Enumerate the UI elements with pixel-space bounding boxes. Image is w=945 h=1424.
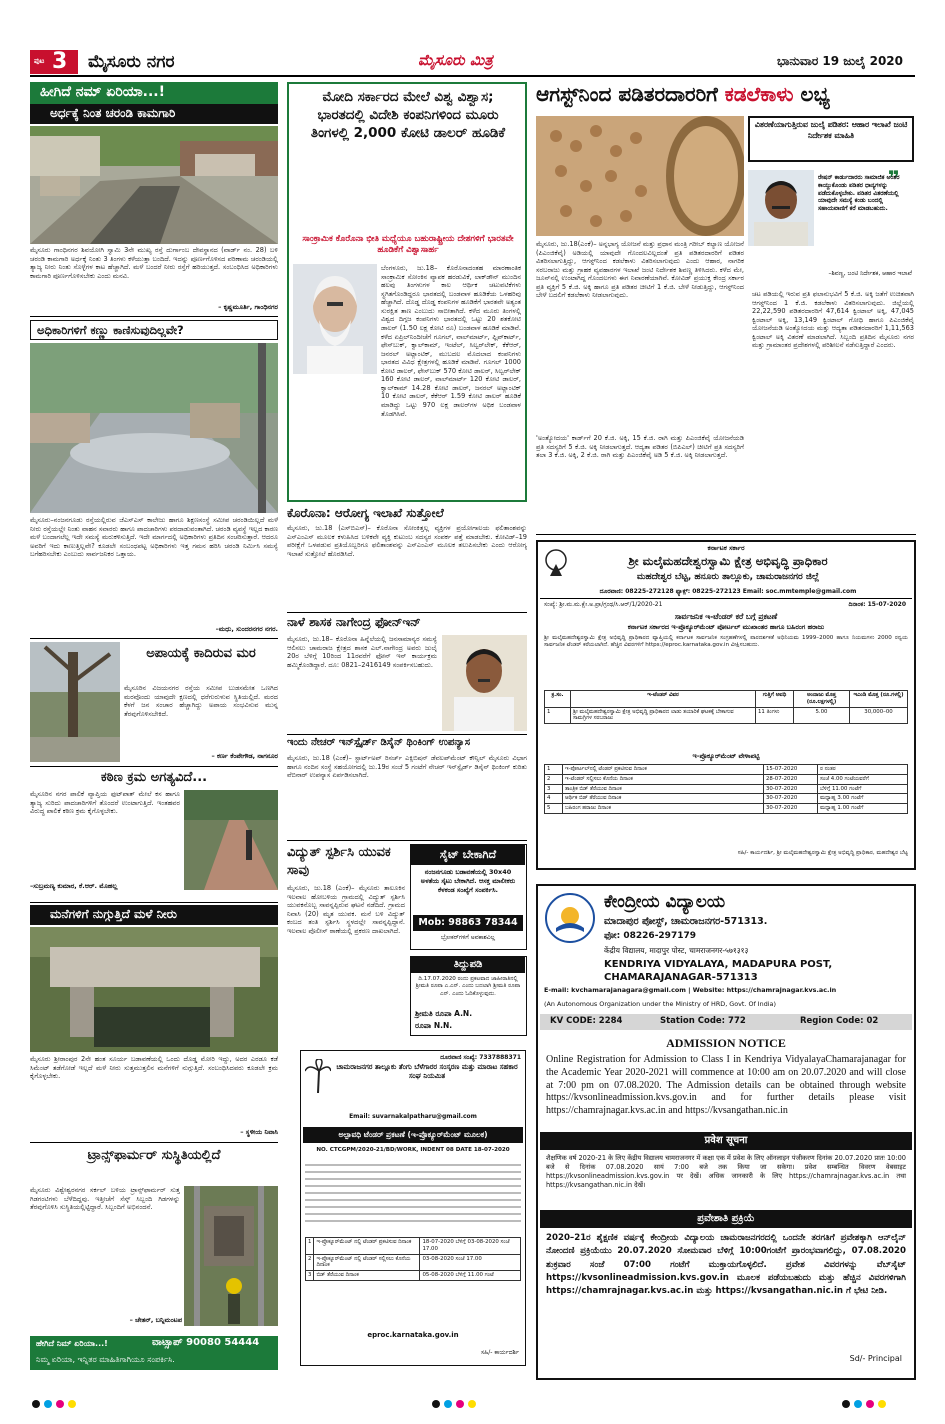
headline-post: ಲಭ್ಯ [800,82,830,106]
story3-body: ಮೈಸೂರಿನ ವಿಜಯನಗರ ರಸ್ತೆಯ ಸಮೀಪ ಬುಡಸಮೇತ ಒಣಗಿದ ಮರವೊಂದು ಯಾವುದೇ ಕ್ಷಣದಲ್ಲಿ ಧರೆಗುರುಳುವ ಸ್ಥಿತಿಯಲ್ಲಿದೆ. ಮರದ ಕೆಳಗೆ ಜನ ಸಂಚಾರ ಹೆಚ್ಚಾಗಿದ್ದು ಅಪಾಯ ಸಂಭವಿಸುವ ಮುನ್ನ ತೆರವುಗೊಳಿಸಬೇಕಿದೆ. [124,684,278,718]
kv-admission-notice [536,884,916,1380]
left-banner-title: ಹೀಗಿದೆ ನಮ್ ಏರಿಯಾ...! [40,84,165,100]
shivanna-photo [748,170,814,246]
table-row: 1 ಇ-ಪೋರ್ಟಲ್‌ನಲ್ಲಿ ಟೆಂಡರ್ ಪ್ರಕಟಿಸುವ ದಿನಾಂಕ 15-07-2020 ರ ನಂತರ [545,765,908,775]
print-registration-dots-mid [430,1400,478,1411]
side-info-box [748,116,914,162]
tender-ad [300,1050,526,1366]
site-phone: Mob: 98863 78344 [413,915,523,931]
right-headline [536,82,916,110]
kv-sign: Sd/- Principal [849,1354,902,1363]
notice1-ref: ಸಂಖ್ಯೆ: ಶ್ರೀ.ಮ.ಮ.ಕ್ಷೇ.ಅ.ಪ್ರಾ/ಗ್ರಂಥ/ಸಿ.ಆರ್/1/2020-21 [544,601,663,608]
divider-nature [287,840,527,841]
notice1-title: ಶ್ರೀ ಮಲೈಮಹದೇಶ್ವರಸ್ವಾಮಿ ಕ್ಷೇತ್ರ ಅಭಿವೃದ್ಧಿ ಪ್ರಾಧಿಕಾರ [628,554,828,568]
divider-s3 [30,766,278,767]
modi-title: ಮೋದಿ ಸರ್ಕಾರದ ಮೇಲೆ ವಿಶ್ವ ವಿಶ್ವಾಸ; ಭಾರತದಲ್ಲಿ ವಿದೇಶಿ ಕಂಪನಿಗಳಿಂದ ಮೂರು ತಿಂಗಳಲ್ಲಿ 2,000 ಕೋಟಿ ಡಾಲರ್ ಹೂಡಿಕೆ [310,89,506,142]
shasaka-title: ನಾಳೆ ಶಾಸಕ ನಾಗೇಂದ್ರ ಫೋನ್‌ಇನ್ [287,615,421,629]
tender-ref: NO. CTCGPM/2020-21/BD/WORK, INDENT 08 DATE 18-07-2020 [316,1147,510,1153]
modi-photo [293,264,377,374]
nature-body: ಮೈಸೂರು, ಜು.18 (ಎಂಕೆ)– ಸ್ಟಾರ್ಟ್‌ಅಪ್ ರಿಸರ್ಚ್ ಎಕ್ಸಿಬಿಷನ್ ಡೆವಲಪ್‌ಮೆಂಟ್ ಕೌನ್ಸಿಲ್ ಮೈಸೂರು ವಿಭಾಗ ಹಾಗೂ ನಂದಿನ ಸಂಸ್ಥೆ ಸಹಯೋಗದಲ್ಲಿ ಜು.19ರ ಸಂಜೆ 5 ಗಂಟೆಗೆ ನೇಚರ್ ಇನ್‌ಸ್ಪೈರ್ಡ್ ಡಿಸೈನ್ ಥಿಂಕಿಂಗ್ ಕುರಿತು ವೆಬಿನಾರ್ ಉಪನ್ಯಾಸ ಏರ್ಪಡಿಸಲಾಗಿದೆ. [287,754,527,780]
footer-note2: ವಾಟ್ಸಾಪ್ 90080 54444 [152,1337,260,1348]
divider-s2 [30,638,278,639]
divider-s5 [30,1142,278,1143]
modi-story-box [287,82,527,502]
page-number: 3 [52,49,68,74]
story3-credit: – ಕರ್ಣ ಕೆಂಪೇಗೌಡ, ನಾಗನೂರ [211,752,278,760]
story1-credit: – ಕೃಷ್ಣಮೂರ್ತಿ, ಗಾಂಧಿನಗರ [218,303,278,311]
print-registration-dots-right [840,1400,888,1411]
page-label: ಪುಟ [34,57,45,65]
modi-body: ಬೆಂಗಳೂರು, ಜು.18– ಕೊರೊನಾದಂತಹ ಮಾರಣಾಂತಿಕ ಸಾಂಕ್ರಾಮಿಕ ಸೋಂಕಿನ ವ್ಯಾಪಕ ಹರಡುವಿಕೆ, ಲಾಕ್‌ಡೌನ್ ಮುಂದಿನ ಹಲವು ತಿಂಗಳುಗಳ ಕಾಲ ಆರ್ಥಿಕ ಚಟುವಟಿಕೆಗಳು ಸ್ಥಗಿತಗೊಂಡಿದ್ದರೂ ಭಾರತದಲ್ಲಿ ಬಂಡವಾಳ ಹೂಡಿಕೆಯ ಒಳಹರಿವು ಹೆಚ್ಚಾಗಿದೆ. ದೊಡ್ಡ ದೊಡ್ಡ ಕಂಪನಿಗಳ ಹೂಡಿಕೆಗೆ ಭಾರತವೇ ಅತ್ಯಂತ ಸುರಕ್ಷಿತ ತಾಣ ಎಂಬುದು ಸಾಬೀತಾಗಿದೆ. ಕಳೆದ ಮೂರು ತಿಂಗಳಲ್ಲಿ ವಿಶ್ವದ ದಿಗ್ಗಜ ಕಂಪನಿಗಳು ಭಾರತದಲ್ಲಿ ಒಟ್ಟು 20 ಶತಕೋಟಿ ಡಾಲರ್ (1.50 ಲಕ್ಷ ಕೋಟಿ ರೂ) ಬಂಡವಾಳ ಹೂಡಿಕೆ ಮಾಡಿವೆ. ಕಳೆದ ಏಪ್ರಿಲ್‌ನಿಂದೀಚೆಗೆ ಗೂಗಲ್, ವಾಲ್‌ಮಾರ್ಟ್, ಫ್ಲಿಪ್‌ಕಾರ್ಟ್, ಫೇಸ್‌ಬುಕ್, ಕ್ವಾಲ್‌ಕಾಮ್, ಇಂಟೆಲ್, ಸಿಲ್ವರ್‌ಲೇಕ್, ಕೆಕೆಆರ್, ಜನರಲ್ ಅಟ್ಲಾಂಟಿಕ್, ಮುಬದಲ ಮೊದಲಾದ ಕಂಪನಿಗಳು ಭಾರತದ ವಿವಿಧ ಕ್ಷೇತ್ರಗಳಲ್ಲಿ ಹೂಡಿಕೆ ಮಾಡಿವೆ. ಗೂಗಲ್ 1000 ಕೋಟಿ ಡಾಲರ್, ಫೇಸ್‌ಬುಕ್ 570 ಕೋಟಿ ಡಾಲರ್, ಸಿಲ್ವರ್‌ಲೇಕ್ 160 ಕೋಟಿ ಡಾಲರ್, ವಾಲ್‌ಮಾರ್ಟ್ 120 ಕೋಟಿ ಡಾಲರ್, ಕ್ವಾಲ್‌ಕಾಮ್ 14.28 ಕೋಟಿ ಡಾಲರ್, ಜನರಲ್ ಅಟ್ಲಾಂಟಿಕ್ 10 ಕೋಟಿ ಡಾಲರ್, ಕೆಕೆಆರ್ 1.59 ಕೋಟಿ ಡಾಲರ್ ಹೂಡಿಕೆ ಮಾಡಿದ್ದು ಒಟ್ಟು 970 ಲಕ್ಷ ಡಾಲರ್‌ಗಳ ಅಧಿಕ ಬಂಡವಾಳ ತೊಡಗಿಸಿವೆ. [381,264,521,418]
dot-icon [468,1400,476,1408]
vidyut-body: ಮೈಸೂರು, ಜು.18 (ಎಂಕೆ)– ಮೈಸೂರು ತಾಲೂಕಿನ ಇಲವಾಲ ಹೋಬಳಿಯ ಗ್ರಾಮದಲ್ಲಿ ವಿದ್ಯುತ್ ಸ್ಪರ್ಶಿಸಿ ಯುವಕನೊಬ್ಬ ಸಾವನ್ನಪ್ಪಿರುವ ಘಟನೆ ನಡೆದಿದೆ. ಗ್ರಾಮದ ನಿವಾಸಿ (20) ಮೃತ ಯುವಕ. ಮನೆ ಬಳಿ ವಿದ್ಯುತ್ ಕಂಬದ ತಂತಿ ಸ್ಪರ್ಶಿಸಿ ಸ್ಥಳದಲ್ಲೇ ಸಾವನ್ನಪ್ಪಿದ್ದಾನೆ. ಇಲವಾಲ ಪೊಲೀಸ್ ಠಾಣೆಯಲ್ಲಿ ಪ್ರಕರಣ ದಾಖಲಾಗಿದೆ. [287,884,405,935]
table-row: 5 ಬಹಿರಂಗ ಹರಾಜು ದಿನಾಂಕ 30-07-2020 ಮಧ್ಯಾಹ್ನ 1.00 ಗಂಟೆಗೆ [545,804,908,814]
waterlogged-road-photo [30,343,278,513]
notice1-schedule-title: ಇ-ಪ್ರೊಕ್ಯೂರ್‌ಮೆಂಟ್ ವೇಳಾಪಟ್ಟಿ [692,752,760,760]
story2-body: ಮೈಸೂರು–ನಂಜನಗೂಡು ರಸ್ತೆಯಲ್ಲಿರುವ ಜೆಎಸ್‌ಎಸ್ ಕಾಲೇಜು ಹಾಗೂ ಶಿಕ್ಷಣಸಂಸ್ಥೆ ಸಮೀಪ ಚರಂಡಿಯಿಲ್ಲದೆ ಮಳೆ ನೀರು ರಸ್ತೆಯಲ್ಲೇ ನಿಂತು ವಾಹನ ಸವಾರರು ಹಾಗೂ ಪಾದಚಾರಿಗಳು ಪರದಾಡುವಂತಾಗಿದೆ. ಚರಂಡಿ ವ್ಯವಸ್ಥೆ ಇಲ್ಲದ ಕಾರಣ ಮಳೆ ಬಂದಾಗಲೆಲ್ಲ ಇದೇ ಸಮಸ್ಯೆ ಮರುಕಳಿಸುತ್ತಿದೆ. ಇದೇ ಮಾರ್ಗದಲ್ಲಿ ಅಧಿಕಾರಿಗಳು ಪ್ರತಿದಿನ ಸಂಚರಿಸುತ್ತಾರೆ. ಆದರೂ ಅವರಿಗೆ ಇದು ಕಾಣುತ್ತಿಲ್ಲವೇ? ಕೂಡಲೇ ಸಂಬಂಧಪಟ್ಟ ಅಧಿಕಾರಿಗಳು ಇತ್ತ ಗಮನ ಹರಿಸಿ ಚರಂಡಿ ನಿರ್ಮಿಸಿ ಸಮಸ್ಯೆ ಬಗೆಹರಿಸಬೇಕು ಎಂಬುದು ಸಾರ್ವಜನಿಕರ ಒತ್ತಾಯ. [30,516,278,559]
dot-icon [432,1400,440,1408]
quote-box [748,166,914,284]
story4-credit: –ಸುಬ್ರಮಣ್ಯ ಕುಮಾರ, ಕೆ.ಆರ್. ಮೊಹಲ್ಲ [30,882,118,890]
kv-hindi-title: प्रवेश सूचना [540,1132,912,1150]
divider-s4 [30,902,278,903]
date: ಭಾನುವಾರ 19 ಜುಲೈ 2020 [777,54,903,68]
kv-title-en: KENDRIYA VIDYALAYA, MADAPURA POST, CHAMARAJANAGAR-571313 [604,959,833,983]
story2-title-box [30,320,278,340]
tiddu-name2: ರೂಪಾ N.N. [415,1021,453,1030]
tender-sign: ಸಹಿ/- ಕಾರ್ಯದರ್ಶಿ [480,1349,519,1356]
shasaka-body: ಮೈಸೂರು, ಜು.18– ಕೊರೊನಾ ಹಿನ್ನೆಲೆಯಲ್ಲಿ ಜನಸಾಮಾನ್ಯರ ಸಮಸ್ಯೆ ಆಲಿಸಲು ಚಾಮರಾಜ ಕ್ಷೇತ್ರದ ಶಾಸಕ ಎಲ್.ನಾಗೇಂದ್ರ ಅವರು ಜುಲೈ 20ರ ಬೆಳಿಗ್ಗೆ 10ರಿಂದ 11ರವರೆಗೆ ಫೋನ್ ಇನ್ ಕಾರ್ಯಕ್ರಮ ಹಮ್ಮಿಕೊಂಡಿದ್ದಾರೆ. ದೂ: 0821–2416149 ಸಂಪರ್ಕಿಸಬಹುದು. [287,635,437,669]
dot-icon [866,1400,874,1408]
kv-logo [544,892,596,944]
site-note: ಬ್ರೋಕರ್‌ಗಳಿಗೆ ಅವಕಾಶವಿಲ್ಲ [440,934,496,941]
station-code: Station Code: 772 [660,1016,746,1026]
header-bar [30,50,915,74]
notice1-date: ದಿನಾಂಕ: 15-07-2020 [848,601,906,608]
footer-note1: ಹೇಗಿದೆ ನಿಮ್ ಏರಿಯಾ...! [36,1339,108,1348]
corona-title: ಕೊರೊನಾ: ಆರೋಗ್ಯ ಇಲಾಖೆ ಸುತ್ತೋಲೆ [287,506,444,520]
quote-credit: –ಶಿವಣ್ಣ, ಜಂಟಿ ನಿರ್ದೇಶಕ, ಆಹಾರ ಇಲಾಖೆ [828,270,912,277]
footer-note3: ನಿಮ್ಮ ಏರಿಯಾ, ಇನ್ನಿತರ ಮಾಹಿತಿಗಾಗಿಯೂ ಸಂಪರ್ಕಿಸಿ. [36,1355,175,1364]
story2-title: ಅಧಿಕಾರಿಗಳಿಗೆ ಕಣ್ಣು ಕಾಣಿಸುವುದಿಲ್ಲವೇ? [37,323,184,337]
nature-title: ಇಂದು ನೇಚರ್ ಇನ್‌ಸ್ಪೈರ್ಡ್ ಡಿಸೈನ್ ಥಿಂಕಿಂಗ್ ಉಪನ್ಯಾಸ [287,737,471,748]
dot-icon [842,1400,850,1408]
print-registration-dots-left [30,1400,78,1411]
story4-body: ಮೈಸೂರಿನ ನಗರ ಪಾಲಿಕೆ ವ್ಯಾಪ್ತಿಯ ಫುಟ್‌ಪಾತ್ ಮೇಲೆ ಕಸ ಹಾಗೂ ತ್ಯಾಜ್ಯ ಸುರಿದು ಪಾದಚಾರಿಗಳಿಗೆ ತೊಂದರೆ ಉಂಟಾಗುತ್ತಿದೆ. ಇಂತಹವರ ವಿರುದ್ಧ ಪಾಲಿಕೆ ಕಠಿಣ ಕ್ರಮ ಕೈಗೊಳ್ಳಬೇಕು. [30,790,180,816]
story3-title: ಅಪಾಯಕ್ಕೆ ಕಾದಿರುವ ಮರ [146,646,256,661]
kadale-body2: 'ಅಂತ್ಯೋದಯ' ಕಾರ್ಡ್‌ಗೆ 20 ಕೆ.ಜಿ. ಅಕ್ಕಿ, 15 ಕೆ.ಜಿ. ರಾಗಿ ಮತ್ತು ಪಿಎಂಜಿಕೆವೈ ಯೋಜನೆಯಡಿ ಪ್ರತಿ ಸದಸ್ಯರಿಗೆ 5 ಕೆ.ಜಿ. ಅಕ್ಕಿ ನೀಡಲಾಗುತ್ತದೆ. ಆದ್ಯತಾ ಪಡಿತರ (ಬಿಪಿಎಲ್) ಚೀಟಿಗೆ ಪ್ರತಿ ಸದಸ್ಯರಿಗೆ ತಲಾ 3 ಕೆ.ಜಿ. ಅಕ್ಕಿ, 2 ಕೆ.ಜಿ. ರಾಗಿ ಮತ್ತು ಪಿಎಂಜಿಕೆವೈ ಅಡಿ 5 ಕೆ.ಜಿ. ಅಕ್ಕಿ ನೀಡಲಾಗುತ್ತದೆ. [536,434,744,460]
tiddu-title: ತಿದ್ದುಪಡಿ [411,957,525,973]
site-title: ಸೈಟ್ ಬೇಕಾಗಿದೆ [411,845,525,865]
kv-addr-kn: ಮಾದಾಪುರ ಪೋಸ್ಟ್, ಚಾಮರಾಜನಗರ-571313. [604,916,768,927]
story5-title: ಮನೆಗಳಿಗೆ ನುಗ್ಗುತ್ತಿದೆ ಮಳೆ ನೀರು [50,907,177,921]
side-title: ವಿತರಣೆಯಾಗುತ್ತಿರುವ ಜುಲೈ ಪಡಿತರ: ಆಹಾರ ಇಲಾಖೆ ಜಂಟಿ ನಿರ್ದೇಶಕ ಮಾಹಿತಿ [754,120,908,140]
dot-icon [878,1400,886,1408]
tender-site: eproc.karnataka.gov.in [367,1331,459,1339]
story6-title: ಟ್ರಾನ್ಸ್‌ಫಾರ್ಮರ್ ಸುಸ್ಥಿತಿಯಲ್ಲಿದೆ [87,1148,221,1163]
table-row: 3 ಬಿಡ್ ತೆರೆಯುವ ದಿನಾಂಕ 05-08-2020 ಬೆಳಿಗ್ಗೆ 11.00 ಗಂಟೆ [306,1271,521,1281]
story4-title: ಕಠಿಣ ಕ್ರಮ ಅಗತ್ಯವಿದೆ... [100,770,208,785]
story1-body: ಮೈಸೂರು ಗಾಂಧಿನಗರ ಶಿವಯೋಗಿ ಸ್ವಾಮಿ 3ನೇ ಮುಖ್ಯ ರಸ್ತೆ ದುರ್ಗಾಂಬ ದೇವಸ್ಥಾನದ (ವಾರ್ಡ್ ನಂ. 28) ಬಳಿ ಚರಂಡಿ ಕಾಮಗಾರಿ ಅರ್ಧಕ್ಕೆ ನಿಂತು 3 ತಿಂಗಳು ಕಳೆಯುತ್ತಾ ಬಂದಿದೆ. ಇದನ್ನು ಪೂರ್ಣಗೊಳಿಸದ ಪರಿಣಾಮ ಚರಂಡಿಯಲ್ಲಿ ತ್ಯಾಜ್ಯ ನೀರು ನಿಂತು ಸೊಳ್ಳೆಗಳ ಕಾಟ ಹೆಚ್ಚಾಗಿದೆ. ಮಳೆ ಬಂದರೆ ನೀರು ರಸ್ತೆಗೆ ಹರಿಯುತ್ತದೆ. ಸಂಬಂಧಿಸಿದ ಅಧಿಕಾರಿಗಳು ಕಾಮಗಾರಿ ಪೂರ್ಣಗೊಳಿಸಬೇಕು ಎಂದು ಮನವಿ. [30,246,278,280]
story6-body: ಮೈಸೂರು ವಿಶ್ವೇಶ್ವರನಗರ ಸರ್ಕಲ್ ಬಳಿಯ ಟ್ರಾನ್ಸ್‌ಫಾರ್ಮರ್ ಸುತ್ತ ಗಿಡಗಂಟಿಗಳು ಬೆಳೆದಿದ್ದವು. ಇತ್ತೀಚೆಗೆ ಸೆಸ್ಕ್ ಸಿಬ್ಬಂದಿ ಗಿಡಗಳನ್ನು ತೆರವುಗೊಳಿಸಿ ಸುಸ್ಥಿತಿಯಲ್ಲಿಟ್ಟಿದ್ದಾರೆ. ಸಿಬ್ಬಂದಿಗೆ ಅಭಿನಂದನೆ. [30,1186,180,1212]
table-row: 3 ತಾಂತ್ರಿಕ ಬಿಡ್ ತೆರೆಯುವ ದಿನಾಂಕ 30-07-2020 ಬೆಳಿಗ್ಗೆ 11.00 ಗಂಟೆಗೆ [545,784,908,794]
dot-icon [56,1400,64,1408]
page-label-badge [30,50,78,74]
emblem-icon [544,548,568,578]
table-header-row: ಕ್ರ.ಸಂ. ಇ-ಟೆಂಡರ್ ವಿವರ ಗುತ್ತಿಗೆ ಅವಧಿ ಅಂದಾಜು ಮೊತ್ತ (ರೂ.ಲಕ್ಷಗಳಲ್ಲಿ) ಇಎಂಡಿ ಮೊತ್ತ (ರೂ.ಗಳಲ್ಲಿ) [545,691,908,708]
story6-credit: – ಚೇತನ್, ಬನ್ನಿಮಂಟಪ [129,1316,182,1324]
notice1-body: ಶ್ರೀ ಮಲೈಮಹದೇಶ್ವರಸ್ವಾಮಿ ಕ್ಷೇತ್ರ ಅಭಿವೃದ್ಧಿ ಪ್ರಾಧಿಕಾರದ ವ್ಯಾಪ್ತಿಯಲ್ಲಿ ಕರ್ನಾಟಕ ಸಾರ್ವಜನಿಕ ಸಂಗ್ರಹಣೆಗಳಲ್ಲಿ ಪಾರದರ್ಶಕತೆ ಅಧಿನಿಯಮ 1999–2000 ಹಾಗೂ ನಿಯಮಗಳು 2000 ರನ್ವಯ ಸಾರ್ವಜನಿಕ ಟೆಂಡರ್ ಕರೆಯಲಾಗಿದೆ. ಹೆಚ್ಚಿನ ವಿವರಗಳಿಗೆ https://eproc.karnataka.gov.in ವೀಕ್ಷಿಸಬಹುದು. [544,635,908,649]
transformer-photo [184,1186,278,1326]
site-body: ನಂಜನಗೂಡು ಬಡಾವಣೆಯಲ್ಲಿ 30x40 ಅಳತೆಯ ಸೈಟು ಬೇಕಾಗಿದೆ. ಆಸಕ್ತ ಮಾಲೀಕರು ಕೆಳಕಂಡ ಸಂಖ್ಯೆಗೆ ಸಂಪರ್ಕಿಸಿ. [420,868,516,894]
kv-title-kn: ಕೇಂದ್ರೀಯ ವಿದ್ಯಾಲಯ [604,892,726,912]
story1-title-box [30,104,278,124]
notice1-schedule-table [544,764,908,814]
header-rule [30,75,915,77]
kadale-body3: ಚಟ ಪಡಿಯಲ್ಲಿ ಇರುವ ಪ್ರತಿ ಫಲಾನುಭವಿಗೆ 5 ಕೆ.ಜಿ. ಅಕ್ಕಿ ಜತೆಗೆ ಉಚಿತವಾಗಿ ಆಗಸ್ಟ್‌ನಿಂದ 1 ಕೆ.ಜಿ. ಕಡಲೆಕಾಳು ವಿತರಿಸಲಾಗುವುದು. ಜಿಲ್ಲೆಯಲ್ಲಿ 22,22,590 ಪಡಿತರದಾರರಿಗೆ 47,614 ಕ್ವಿಂಟಾಲ್ ಅಕ್ಕಿ, 47,045 ಕ್ವಿಂಟಾಲ್ ಅಕ್ಕಿ, 13,149 ಕ್ವಿಂಟಾಲ್ ಗೋಧಿ ಹಾಗೂ ಪಿಎಂಜಿಕೆವೈ ಯೋಜನೆಯಡಿ ಅಂತ್ಯೋದಯ ಮತ್ತು ಆದ್ಯತಾ ಪಡಿತರದಾರರಿಗೆ 1,11,563 ಕ್ವಿಂಟಾಲ್ ಅಕ್ಕಿ ವಿತರಣೆ ಮಾಡಲಾಗಿದೆ. ಸಿಬ್ಬಂದಿ ಪ್ರತಿದಿನ ಮೈಸೂರು ನಗರ ಮತ್ತು ಗ್ರಾಮಾಂತರ ಪ್ರದೇಶಗಳಲ್ಲಿ ಪರಿಶೀಲನೆ ನಡೆಸುತ್ತಿದ್ದಾರೆ ಎಂದರು. [752,290,914,350]
site-wanted-ad [410,844,527,950]
kv-hindi-body: शैक्षणिक वर्ष 2020-21 के लिए केंद्रीय विद्यालय चामराजनगर में कक्षा एक में प्रवेश के लिए ऑनलाइन पंजीकरण दिनांक 20.07.2020 प्रातः 10:00 बजे से दिनांक 07.08.2020 सायं 7:00 बजे तक किया जा सकेगा। प्रवेश सम्बन्धित विवरण वेबसाइट https://kvsonlineadmission.kvs.gov.in पर देखें। अधिक जानकारी के लिए https://chamrajnagar.kvs.ac.in तथा https://kvsangathan.nic.in देखें। [546,1154,906,1189]
kv-phone: ಫೋ: 08226-297179 [604,931,696,941]
kv-notice-body: Online Registration for Admission to Class I in Kendriya VidyalayaChamarajanagar for the Academic Year 2020-2021 will commence at 10:00 am on 20.07.2020 and will close at 7:00 pm on 07.08.2020. The Admission details can be obtained through website https://kvsonlineadmission.kvs.gov.in and for further details please visit https://chamrajnagar.kvs.ac.in and https://kvsangathan.nic.in [546,1054,906,1117]
kv-code: KV CODE: 2284 [550,1016,623,1026]
chickpea-photo [536,116,744,236]
divider-corona [287,612,527,613]
notice1-table [544,690,908,724]
dot-icon [854,1400,862,1408]
tender-email: Email: suvarnakalpatharu@gmail.com [349,1113,477,1120]
story5-body: ಮೈಸೂರು ಶ್ರೀರಾಂಪುರ 2ನೇ ಹಂತ ಸೂರ್ಯ ಬಡಾವಣೆಯಲ್ಲಿ ಒಂದು ದೊಡ್ಡ ಮೋರಿ ಇದ್ದು, ಅದರ ಎರಡೂ ಕಡೆ ಸಿಮೆಂಟ್ ತಡೆಗೋಡೆ ಇಲ್ಲದೆ ಮಳೆ ನೀರು ಸುತ್ತಮುತ್ತಲಿನ ಮನೆಗಳಿಗೆ ನುಗ್ಗುತ್ತಿದೆ. ಸಂಬಂಧಿಸಿದವರು ಕೂಡಲೇ ಕ್ರಮ ಕೈಗೊಳ್ಳಬೇಕು. [30,1055,278,1081]
notice1-heading: ಸಾರ್ವಜನಿಕ ಇ-ಟೆಂಡರ್ ಕರೆ ಬಗ್ಗೆ ಪ್ರಕಟಣೆ [674,612,778,621]
dot-icon [68,1400,76,1408]
divider-shasaka [287,734,527,735]
kv-kn-title: ಪ್ರವೇಶಾತಿ ಪ್ರಕ್ರಿಯೆ [540,1210,912,1228]
tender-org: ಚಾಮರಾಜನಗರ ತಾಲ್ಲೂಕು ತೆಂಗು ಬೆಳೆಗಾರರ ಸಂಸ್ಕರಣ ಮತ್ತು ಮಾರಾಟ ಸಹಕಾರ ಸಂಘ ನಿಯಮಿತ [336,1063,518,1081]
dot-icon [456,1400,464,1408]
region-code: Region Code: 02 [800,1016,879,1026]
nagendra-photo [442,635,527,731]
tender-phone-top: ದೂರವಾಣಿ ಸಂಖ್ಯೆ: 7337888371 [440,1054,521,1061]
table-row: 2 ಇ-ಟೆಂಡರ್ ಸಲ್ಲಿಸಲು ಕೊನೆಯ ದಿನಾಂಕ 28-07-2020 ಸಂಜೆ 4.00 ಗಂಟೆಯವರೆಗೆ [545,774,908,784]
divider-right-top [536,534,916,535]
table-row: 1 ಇ-ಪ್ರೊಕ್ಯೂರ್‌ಮೆಂಟ್ ನಲ್ಲಿ ಟೆಂಡರ್ ಪ್ರಕಟಿಸುವ ದಿನಾಂಕ 18-07-2020 ಬೆಳಿಗ್ಗೆ 03-08-2020 ಸಂಜೆ 17.00 [306,1238,521,1255]
kv-contact: E-mail: kvchamarajanagara@gmail.com | Website: https://chamrajnagar.kvs.ac.in [544,986,837,994]
kv-kn-body: 2020–21ರ ಶೈಕ್ಷಣಿಕ ವರ್ಷಕ್ಕೆ ಕೇಂದ್ರೀಯ ವಿದ್ಯಾಲಯ ಚಾಮರಾಜನಗರದಲ್ಲಿ ಒಂದನೇ ತರಗತಿಗೆ ಪ್ರವೇಶಕ್ಕಾಗಿ ಆನ್‌ಲೈನ್ ನೋಂದಣಿ ಪ್ರಕ್ರಿಯೆಯು 20.07.2020 ಸೋಮವಾರ ಬೆಳಿಗ್ಗೆ 10:00ಗಂಟೆಗೆ ಪ್ರಾರಂಭವಾಗಲಿದ್ದು, 07.08.2020 ಶುಕ್ರವಾರ ಸಂಜೆ 07:00 ಗಂಟೆಗೆ ಮುಕ್ತಾಯಗೊಳ್ಳಲಿದೆ. ಪ್ರವೇಶ ವಿವರಗಳನ್ನು ವೆಬ್‌ಸೈಟ್ https://kvsonlineadmission.kvs.gov.in ಮೂಲಕ ಪಡೆಯಬಹುದು ಮತ್ತು ಹೆಚ್ಚಿನ ವಿವರಗಳಿಗಾಗಿ https://chamrajnagar.kvs.ac.in ಮತ್ತು https://kvsangathan.nic.in ಗೆ ಭೇಟಿ ನೀಡಿ. [546,1233,906,1297]
coconut-tree-logo [305,1059,331,1093]
tiddu-body: ದಿ.17.07.2020 ರಂದು ಪ್ರಕಟವಾದ ಜಾಹೀರಾತಿನಲ್ಲಿ ಶ್ರೀಮತಿ ರೂಪಾ ಎ.ಎನ್. ಎಂದು ಬದಲಾಗಿ ಶ್ರೀಮತಿ ರೂಪಾ ಎನ್. ಎಂದು ಓದಿಕೊಳ್ಳುವುದು. [415,976,521,997]
headline-red: ಕಡಲೆಕಾಳು [724,82,794,106]
table-row: 4 ಆರ್ಥಿಕ ಬಿಡ್ ತೆರೆಯುವ ದಿನಾಂಕ 30-07-2020 ಮಧ್ಯಾಹ್ನ 3.00 ಗಂಟೆಗೆ [545,794,908,804]
dot-icon [44,1400,52,1408]
tiddu-name1: ಶ್ರೀಮತಿ ರೂಪಾ A.N. [415,1009,473,1018]
left-banner [30,82,278,104]
notice1-subtitle: ಮಹದೇಶ್ವರ ಬೆಟ್ಟ, ಹನೂರು ತಾಲ್ಲೂಕು, ಚಾಮರಾಜನಗರ ಜಿಲ್ಲೆ [636,572,820,582]
divider-s1 [30,316,278,317]
headline-pre: ಆಗಸ್ಟ್‌ನಿಂದ ಪಡಿತರದಾರರಿಗೆ [536,82,718,106]
notice1-rule [540,598,912,599]
temple-tender-notice [536,540,916,870]
corona-body: ಮೈಸೂರು, ಜು.18 (ಎಸ್‌ಬಿಎಸ್)– ಕೊರೊನಾ ಸೋಂಕಿತ್ತಲ್ಲ ವ್ಯಕ್ತಿಗಳ ಪ್ರಯೋಗಾಲಯ ಫಲಿತಾಂಶವನ್ನು ಎಸ್‌ಎಂಎಸ್ ಮೂಲಕ ಕಳುಹಿಸಿದ ಬಳಿಕವೇ ವ್ಯಕ್ತಿ ಕುಟುಂಬ ಸದಸ್ಯರ ಸಂಪರ್ಕ ಪತ್ತೆ ಮಾಡಬೇಕು. ಕೋವಿಡ್–19 ಪರೀಕ್ಷೆಗೆ ಒಳಪಡುವ ಪ್ರತಿಯೊಬ್ಬರಿಗೂ ಫಲಿತಾಂಶವನ್ನು ಎಸ್‌ಎಂಎಸ್ ಮೂಲಕ ತಲುಪಿಸಬೇಕು ಎಂದು ಆರೋಗ್ಯ ಇಲಾಖೆ ಸುತ್ತೋಲೆ ಹೊರಡಿಸಿದೆ. [287,524,527,558]
table-row: 1 ಶ್ರೀ ಮಲೈಮಹದೇಶ್ವರಸ್ವಾಮಿ ಕ್ಷೇತ್ರ ಅಭಿವೃದ್ಧಿ ಪ್ರಾಧಿಕಾರದ ಲಾಡು ತಯಾರಿಕೆ ಘಟಕಕ್ಕೆ ಬೇಕಾಗುವ ಸಾಮಗ್ರಿಗಳ ಸರಬರಾಜು 11 ತಿಂಗಳು 5.00 30,000–00 [545,707,908,724]
tree-photo [30,642,120,762]
tiddu-ad [410,956,527,1036]
table-row: 2 ಇ-ಪ್ರೊಕ್ಯೂರ್‌ಮೆಂಟ್ ನಲ್ಲಿ ಟೆಂಡರ್ ಸಲ್ಲಿಸಲು ಕೊನೆಯ ದಿನಾಂಕ 03-08-2020 ಸಂಜೆ 17.00 [306,1254,521,1271]
drain-bridge-photo [30,927,278,1052]
dot-icon [32,1400,40,1408]
left-footer [30,1336,278,1370]
dot-icon [444,1400,452,1408]
tender-filler [305,1159,521,1231]
kv-notice-title: ADMISSION NOTICE [666,1036,786,1050]
notice1-sign: ಸಹಿ/- ಕಾರ್ಯದರ್ಶಿ, ಶ್ರೀ ಮಲೈಮಹದೇಶ್ವರಸ್ವಾಮಿ ಕ್ಷೇತ್ರ ಅಭಿವೃದ್ಧಿ ಪ್ರಾಧಿಕಾರ, ಮಹದೇಶ್ವರ ಬೆಟ್ಟ [737,850,908,856]
notice1-contact: ದೂರವಾಣಿ: 08225-272128 ಫ್ಯಾಕ್ಸ್: 08225-272123 Email: soc.mmtemple@gmail.com [599,588,857,595]
kv-codes-bar [540,1014,912,1030]
story5-credit: – ಸ್ಥಳೀಯ ನಿವಾಸಿ [240,1128,278,1136]
footpath-photo [184,790,278,890]
section-title: ಮೈಸೂರು ನಗರ [88,52,175,72]
quote-mark-icon: ❞ [888,166,900,190]
notice1-gov: ಕರ್ನಾಟಕ ಸರ್ಕಾರ [707,544,745,552]
kadale-body1: ಮೈಸೂರು, ಜು.18(ಎಂಕೆ)– ಅನ್ನಭಾಗ್ಯ ಯೋಜನೆ ಮತ್ತು ಪ್ರಧಾನ ಮಂತ್ರಿ ಗರೀಬ್ ಕಲ್ಯಾಣ ಯೋಜನೆ (ಪಿಎಂಜಿಕೆವೈ) ಅಡಿಯಲ್ಲಿ ಯಾವುದೇ ಗೊಂದಲವಿಲ್ಲದಂತೆ ಪ್ರತಿ ಪಡಿತರದಾರರಿಗೆ ಪಡಿತರ ವಿತರಿಸಲಾಗುತ್ತಿದ್ದು, ಆಗಸ್ಟ್‌ನಿಂದ ಕಡಲೆಕಾಳು ವಿತರಿಸಲಾಗುವುದು ಎಂದು ಆಹಾರ, ನಾಗರಿಕ ಸರಬರಾಜು ಮತ್ತು ಗ್ರಾಹಕ ವ್ಯವಹಾರಗಳ ಇಲಾಖೆ ಜಂಟಿ ನಿರ್ದೇಶಕ ಶಿವಣ್ಣ ತಿಳಿಸಿದರು. ಕಳೆದ ಮೇ, ಜೂನ್‌ನಲ್ಲಿ ಉಂಟಾಗಿದ್ದ ಗೊಂದಲಗಳು ಈಗ ನಿವಾರಣೆಯಾಗಿವೆ. ಕೋವಿಡ್ ಪ್ರಯುಕ್ತ ಕೇಂದ್ರ ಸರ್ಕಾರ ಪ್ರತಿ ವ್ಯಕ್ತಿಗೆ 5 ಕೆ.ಜಿ. ಅಕ್ಕಿ ಹಾಗೂ ಪ್ರತಿ ಪಡಿತರ ಚೀಟಿಗೆ 1 ಕೆ.ಜಿ. ಬೇಳೆ ನೀಡುತ್ತಿದ್ದು, ಆಗಸ್ಟ್‌ನಿಂದ ಬೇಳೆ ಬದಲಿಗೆ ಕಡಲೆಕಾಳು ನೀಡಲಾಗುವುದು. [536,240,744,300]
story2-credit: –ಮಧು, ಸುಂದರನಗರ ನಗರ. [215,625,278,633]
notice1-subheading: ಕರ್ನಾಟಕ ಸರ್ಕಾರದ ಇ-ಪ್ರೊಕ್ಯೂರ್‌ಮೆಂಟ್ ಪೋರ್ಟಲ್ ಮುಖಾಂತರ ಹಾಗೂ ಬಹಿರಂಗ ಹರಾಜು [627,623,825,631]
kv-hindi: केंद्रीय विद्यालय, मादापुर पोस्ट, चामराजनगर-५७१३१३ [604,946,749,955]
kv-org-note: (An Autonomous Organization under the Ministry of HRD, Govt. Of India) [544,1000,776,1008]
modi-subtitle: ಸಾಂಕ್ರಾಮಿಕ ಕೊರೊನಾ ಭೀತಿ ಮಧ್ಯೆಯೂ ಬಹುರಾಷ್ಟ್ರೀಯ ದೇಶಗಳಿಗೆ ಭಾರತವೇ ಹೂಡಿಕೆಗೆ ವಿಶ್ವಾಸಾರ್ಹ [302,234,514,256]
quote-text: ರೇಷನ್ ಕಾರ್ಡುದಾರರು ಸಾಮಾಜಿಕ ಅಂತರ ಕಾಯ್ದುಕೊಂಡು ಪಡಿತರ ಧಾನ್ಯಗಳನ್ನು ಪಡೆದುಕೊಳ್ಳಬೇಕು. ಪಡಿತರ ವಿತರಣೆಯಲ್ಲಿ ಯಾವುದೇ ಸಮಸ್ಯೆ ಕಂಡು ಬಂದಲ್ಲಿ ಸಹಾಯವಾಣಿಗೆ ಕರೆ ಮಾಡಬಹುದು. [818,174,900,213]
vidyut-title: ವಿದ್ಯುತ್ ಸ್ಪರ್ಶಿಸಿ ಯುವಕ ಸಾವು [287,845,391,879]
drain-photo [30,126,278,244]
story1-title: ಅರ್ಧಕ್ಕೆ ನಿಂತ ಚರಂಡಿ ಕಾಮಗಾರಿ [50,106,176,120]
masthead: ಮೈಸೂರು ಮಿತ್ರ [418,51,493,69]
tender-title: ಅಲ್ಪಾವಧಿ ಟೆಂಡರ್ ಪ್ರಕಟಣೆ (ಇ-ಪ್ರೊಕ್ಯೂರ್‌ಮೆಂಟ್ ಮೂಲಕ) [303,1127,523,1143]
story5-title-box [30,905,278,925]
tender-schedule-table [305,1237,521,1281]
